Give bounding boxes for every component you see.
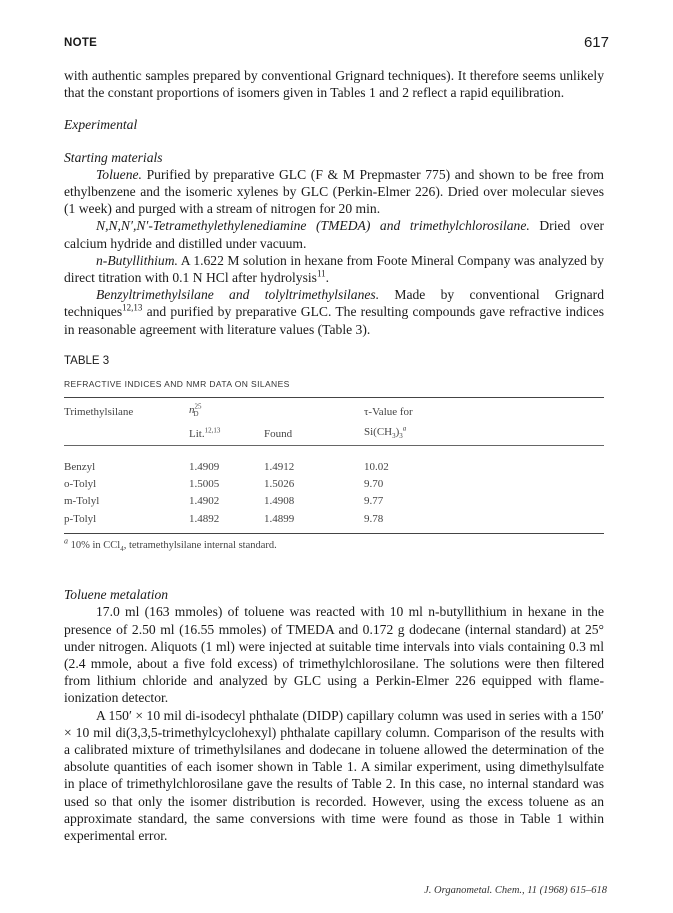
reference-mark: 12,13	[122, 302, 143, 313]
row-lit: 1.4902	[189, 495, 220, 508]
row-lit: 1.4909	[189, 461, 220, 474]
table-row	[64, 493, 604, 510]
butyllithium-paragraph	[64, 252, 604, 286]
row-tau: 9.77	[364, 495, 384, 508]
toluene-paragraph	[64, 166, 604, 218]
article-body	[64, 67, 604, 844]
row-name: m-Tolyl	[64, 495, 100, 508]
col-header-tau: τ-Value for	[364, 406, 413, 419]
section-label: NOTE	[64, 37, 98, 49]
tmeda-paragraph	[64, 217, 604, 251]
row-name: o-Tolyl	[64, 478, 97, 491]
toluene-name: Toluene.	[96, 166, 142, 182]
row-found: 1.4908	[264, 495, 295, 508]
toluene-metalation-heading: Toluene metalation	[64, 587, 169, 603]
table-row	[64, 511, 604, 528]
table-subheader-row	[64, 424, 604, 446]
row-tau: 10.02	[364, 461, 389, 474]
row-found: 1.5026	[264, 478, 295, 491]
silanes-name: Benzyltrimethylsilane and tolyltrimethylsilanes.	[96, 287, 380, 303]
row-lit: 1.4892	[189, 512, 220, 525]
col-header-lit: Lit.$^{12,13}$	[189, 426, 221, 440]
table-title: TABLE 3	[64, 354, 110, 367]
butyllithium-text: A 1.622 M solution in hexane from Foote Mineral Company was analyzed by direct titration with 0.1 N HCl after hydrolysis	[64, 252, 604, 286]
row-found: 1.4899	[264, 512, 295, 525]
table-row	[64, 459, 604, 476]
table-grid	[64, 398, 604, 528]
toluene-text: Purified by preparative GLC (F & M Prepmaster 775) and shown to be free from ethylbenzene and the isomeric xylenes by GLC (Perkin-Elmer 226). Dried over molecular sieves (1 week) and purged with a stream of nitrogen for 20 min.	[64, 166, 604, 217]
col-header-index: $n^{25}_D$	[189, 402, 202, 419]
col-header-group: $Si(CH_3)_3^a$	[364, 423, 407, 440]
silanes-text-end: and purified by preparative GLC. The resulting compounds gave refractive indices in reasonable agreement with literature values (Table 3).	[64, 304, 604, 337]
table-footnote: $^a$ 10% in CCl$_4$, tetramethylsilane internal standard.	[64, 536, 277, 553]
metalation-paragraph-1: 17.0 ml (163 mmoles) of toluene was reacted with 10 ml n-butyllithium in hexane in the presence of 2.50 ml (16.55 mmoles) of TMEDA and 0.172 g dodecane (internal standard) at 25° under nitrogen. Aliquots (1 ml) were injected at suitable time intervals into vials containing 0.3 ml (2.4 mmole, about a five fold excess) of trimethylchlorosilane. The solutions were then filtered from lithium chloride and analyzed by GLC using a Perkin-Elmer 226 equipped with flame-ionization detector.	[64, 604, 604, 706]
journal-citation: J. Organometal. Chem., 11 (1968) 615–618	[424, 885, 607, 896]
table-3	[64, 353, 604, 558]
reference-mark: 11	[316, 268, 326, 279]
row-tau: 9.70	[364, 478, 384, 491]
silanes-text: Made by conventional Grignard techniques	[64, 287, 604, 320]
row-name: p-Tolyl	[64, 512, 97, 525]
metalation-paragraph-2: A 150′ × 10 mil di-isodecyl phthalate (DIDP) capillary column was used in series with a 150′ × 10 mil di(3,3,5-trimethylcyclohexyl) phthalate capillary column. Comparison of the results with a calibrated mixture of trimethylsilanes and dodecane in toluene allowed the determination of the absolute quantities of each isomer shown in Table 1. A similar experiment, using dimethylsulfate in place of trimethylchlorosilane gave the results of Table 2. In this case, no internal standard was used so that only the isomer distribution is recorded. However, using the excess toluene as an approximate standard, the same conversions with time were found as those in Table 1 within experimental error.	[64, 707, 604, 843]
table-caption: REFRACTIVE INDICES AND NMR DATA ON SILANES	[64, 379, 290, 390]
row-tau: 9.78	[364, 512, 384, 525]
page-number: 617	[583, 34, 609, 51]
butyllithium-text-end: .	[325, 270, 330, 286]
table-bottom-rule	[64, 533, 604, 534]
tmeda-text: Dried over calcium hydride and distilled under vacuum.	[64, 218, 604, 251]
col-header-compound: Trimethylsilane	[64, 406, 134, 419]
experimental-heading: Experimental	[64, 117, 138, 133]
table-head-rule	[64, 446, 604, 460]
intro-paragraph: with authentic samples prepared by conventional Grignard techniques). It therefore seems unlikely that the constant proportions of isomers given in Tables 1 and 2 reflect a rapid equilibration.	[64, 68, 604, 101]
tmeda-name: N,N,N′,N′-Tetramethylethylenediamine (TMEDA) and trimethylchlorosilane.	[96, 218, 530, 234]
row-found: 1.4912	[264, 461, 295, 474]
table-header-row	[64, 398, 604, 423]
butyllithium-name: n-Butyllithium.	[96, 252, 178, 268]
row-lit: 1.5005	[189, 478, 220, 491]
silanes-paragraph	[64, 286, 604, 338]
row-name: Benzyl	[64, 461, 96, 474]
starting-materials-heading: Starting materials	[64, 149, 163, 165]
table-row	[64, 476, 604, 493]
col-header-found: Found	[264, 427, 293, 440]
